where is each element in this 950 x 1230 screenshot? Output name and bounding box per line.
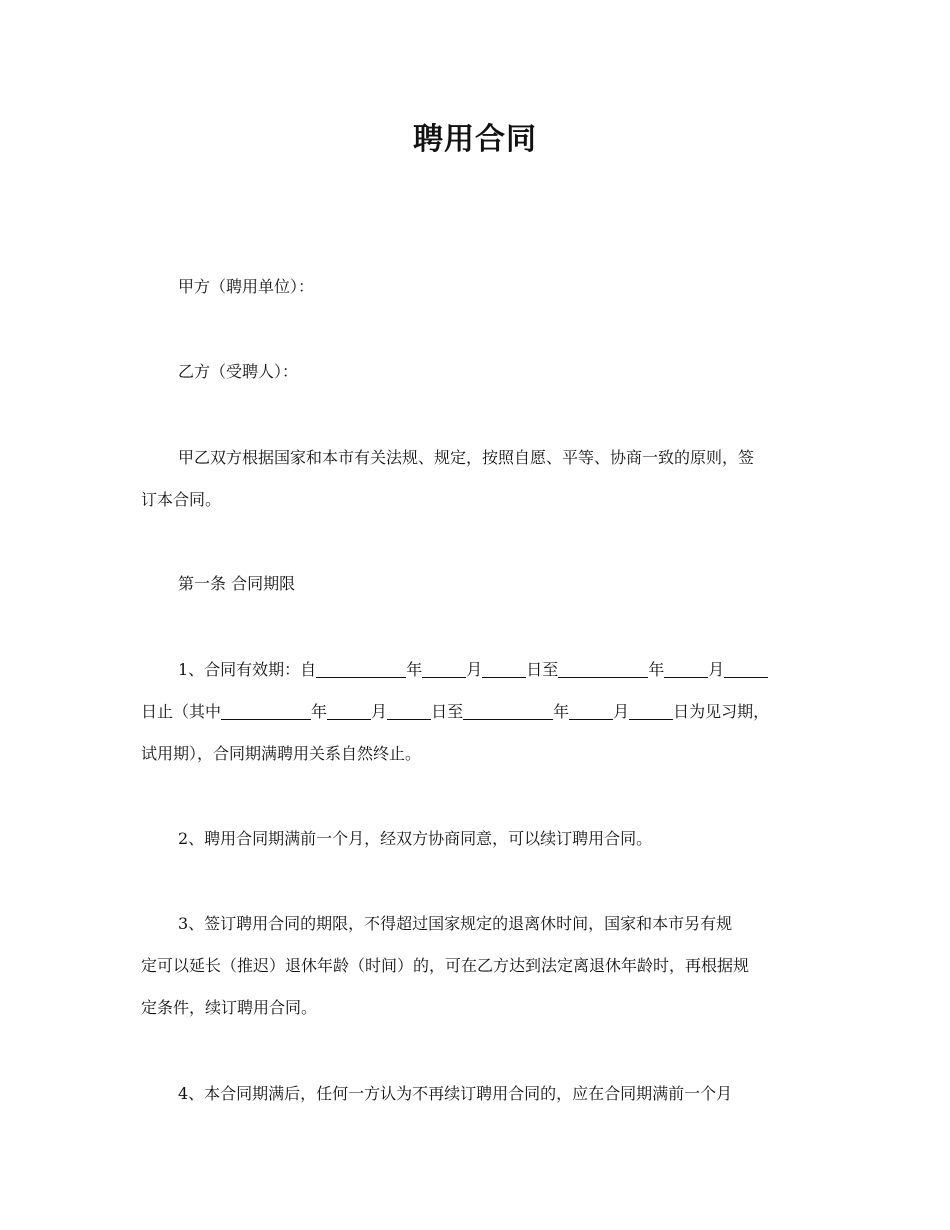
day-to-label: 日至 xyxy=(431,702,464,721)
clause-3-line-2 xyxy=(141,945,821,987)
article-1-heading-text: 第一条 合同期限 xyxy=(178,574,296,593)
day-to-label: 日至 xyxy=(526,660,559,679)
clause-3-line-1 xyxy=(141,903,821,945)
clause-1-line-3-text: 试用期），合同期满聘用关系自然终止。 xyxy=(141,744,422,763)
end-month-blank[interactable] xyxy=(664,661,708,678)
start-day-blank[interactable] xyxy=(482,661,526,678)
year-label: 年 xyxy=(406,660,423,679)
clause-1-prefix: 1、合同有效期：自 xyxy=(178,660,317,679)
probation-start-year-blank[interactable] xyxy=(221,703,311,720)
clause-1-line-3 xyxy=(141,733,821,775)
probation-start-month-blank[interactable] xyxy=(327,703,371,720)
probation-end-day-blank[interactable] xyxy=(629,703,673,720)
clause-4-line-1 xyxy=(141,1073,821,1115)
intro-paragraph-line-1 xyxy=(141,437,821,479)
clause-3-text-3: 定条件，续订聘用合同。 xyxy=(141,998,318,1017)
month-label: 月 xyxy=(613,702,630,721)
party-a-label: 甲方（聘用单位）： xyxy=(178,277,315,296)
clause-3-line-3 xyxy=(141,987,821,1029)
probation-start-day-blank[interactable] xyxy=(387,703,431,720)
clause-3-text-1: 3、签订聘用合同的期限，不得超过国家规定的退离休时间，国家和本市另有规 xyxy=(178,914,733,933)
probation-end-month-blank[interactable] xyxy=(569,703,613,720)
probation-end-year-blank[interactable] xyxy=(463,703,553,720)
end-year-blank[interactable] xyxy=(558,661,648,678)
year-label: 年 xyxy=(553,702,570,721)
intro-text-1: 甲乙双方根据国家和本市有关法规、规定，按照自愿、平等、协商一致的原则，签 xyxy=(178,448,755,467)
day-end-label: 日止 xyxy=(141,702,174,721)
clause-2 xyxy=(141,818,821,860)
start-month-blank[interactable] xyxy=(422,661,466,678)
year-label: 年 xyxy=(648,660,665,679)
month-label: 月 xyxy=(708,660,725,679)
end-day-blank[interactable] xyxy=(724,661,768,678)
clause-3-text-2: 定可以延长（推迟）退休年龄（时间）的，可在乙方达到法定离退休年龄时，再根据规 xyxy=(141,956,750,975)
article-1-heading xyxy=(141,563,821,605)
clause-1-line-2 xyxy=(141,691,821,733)
paren-open-label: （其中 xyxy=(173,702,222,721)
clause-1-line-1 xyxy=(141,649,821,691)
start-year-blank[interactable] xyxy=(316,661,406,678)
month-label: 月 xyxy=(466,660,483,679)
party-b-line xyxy=(141,351,821,393)
clause-2-text: 2、聘用合同期满前一个月，经双方协商同意，可以续订聘用合同。 xyxy=(178,829,653,848)
intro-text-2: 订本合同。 xyxy=(141,490,222,509)
intro-paragraph-line-2 xyxy=(141,479,821,521)
document-title: 聘用合同 xyxy=(413,122,537,157)
probation-tail-label: 日为见习期， xyxy=(673,702,770,721)
clause-4-text-1: 4、本合同期满后，任何一方认为不再续订聘用合同的，应在合同期满前一个月 xyxy=(178,1084,733,1103)
party-b-label: 乙方（受聘人）： xyxy=(178,362,299,381)
month-label: 月 xyxy=(371,702,388,721)
year-label: 年 xyxy=(311,702,328,721)
party-a-line xyxy=(141,266,821,308)
